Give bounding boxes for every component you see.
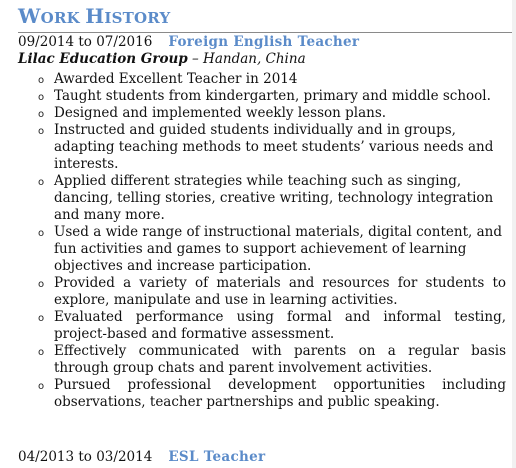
duty-text: Taught students from kindergarten, primary and middle school. [54,88,491,104]
duty-text: Pursued professional development opportunities including observations, teacher partnerships and public speaking. [54,377,506,410]
bullet-icon: o [38,126,45,137]
section-divider [18,32,512,33]
job-1-dates: 09/2014 to 07/2016 [18,34,153,50]
duty-text: Applied different strategies while teaching such as singing, dancing, telling stories, creative writing, technology integration and many more. [54,173,494,223]
heading-initial-1: W [18,4,41,28]
bullet-icon: o [38,228,45,239]
duty-text: Awarded Excellent Teacher in 2014 [54,71,298,87]
job-2-title: ESL Teacher [168,449,266,465]
bullet-icon: o [38,109,45,120]
job-1-location: – Handan, China [187,51,306,67]
heading-rest-1: ORK [40,9,86,27]
job-2-dates: 04/2013 to 03/2014 [18,449,153,465]
duty-item [0,343,516,377]
scrollbar[interactable] [512,0,516,468]
duty-text: Instructed and guided students individually and in groups, adapting teaching methods to meet students’ various needs and interests. [54,122,494,172]
duty-text: Used a wide range of instructional materials, digital content, and fun activities and games to support achievement of learning objectives and increase participation. [54,224,502,274]
bullet-icon: o [38,75,45,86]
duty-item [0,377,516,411]
duty-item [0,173,516,224]
duty-item [0,275,516,309]
bullet-icon: o [38,347,45,358]
job-1-company-line [18,51,306,67]
heading-initial-2: H [85,4,105,28]
bullet-icon: o [38,92,45,103]
duty-item [0,88,516,105]
duty-item [0,71,516,88]
job-1-title: Foreign English Teacher [168,34,360,50]
bullet-icon: o [38,279,45,290]
job-1-header [18,34,359,50]
job-1-duties-list [0,71,516,411]
duty-item [0,224,516,275]
bullet-icon: o [38,381,45,392]
bullet-icon: o [38,313,45,324]
duty-text: Designed and implemented weekly lesson plans. [54,105,387,121]
bullet-icon: o [38,177,45,188]
job-2-header [18,449,265,465]
section-heading [18,4,170,28]
job-1-company: Lilac Education Group [18,51,188,67]
heading-rest-2: ISTORY [104,9,171,27]
duty-text: Effectively communicated with parents on a regular basis through group chats and parent involvement activities. [54,343,506,376]
duty-text: Provided a variety of materials and resources for students to explore, manipulate and use in learning activities. [54,275,506,308]
duty-item [0,122,516,173]
duty-item [0,309,516,343]
duty-text: Evaluated performance using formal and informal testing, project-based and formative assessment. [54,309,506,342]
duty-item [0,105,516,122]
